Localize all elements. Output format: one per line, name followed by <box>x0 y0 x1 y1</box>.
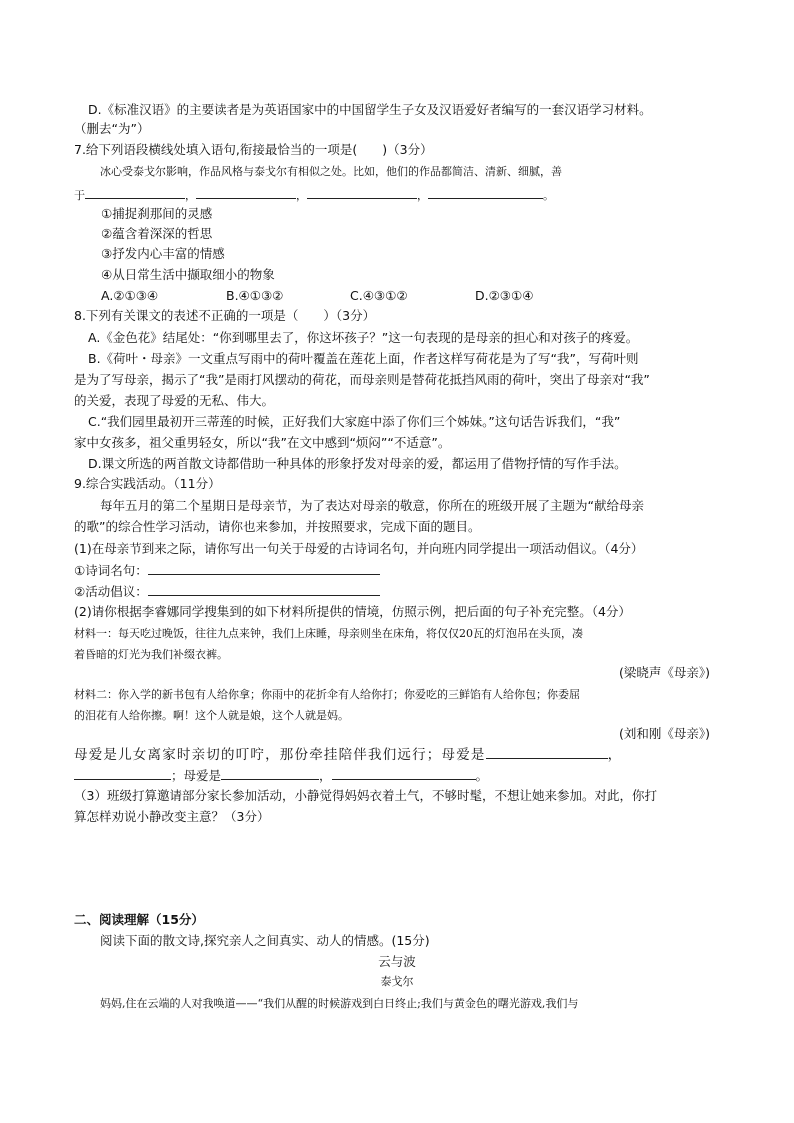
q7-item-1: ①捕捉刹那间的灵感 <box>101 206 213 221</box>
q9-part3-line2: 算怎样劝说小静改变主意？（3分） <box>74 809 270 824</box>
example-sentence-line2: ；母爱是 ， 。 <box>74 766 488 784</box>
q9-proposal-field: ②活动倡议： <box>74 582 380 600</box>
answer-blank[interactable] <box>221 766 319 780</box>
q9-part2: (2)请你根据李睿娜同学搜集到的如下材料所提供的情境，仿照示例，把后面的句子补充完整。（4分） <box>74 604 631 619</box>
material-1-source: (梁晓声《母亲》) <box>618 665 710 680</box>
material-1-line2: 着昏暗的灯光为我们补缀衣裤。 <box>74 648 228 661</box>
q6-option-d-note: （删去“为”） <box>74 121 150 136</box>
q8-option-a[interactable]: A.《金色花》结尾处：“你到哪里去了，你这坏孩子？”这一句表现的是母亲的担心和对孩子的疼爱。 <box>88 330 639 345</box>
q7-stem: 7.给下列语段横线处填入语句,衔接最恰当的一项是( )（3分） <box>74 142 433 157</box>
q8-option-d[interactable]: D.课文所选的两首散文诗都借助一种具体的形象抒发对母亲的爱，都运用了借物抒情的写作手法。 <box>88 456 627 471</box>
material-2-line2: 的泪花有人给你擦。啊！这个人就是娘，这个人就是妈。 <box>74 709 349 722</box>
answer-blank[interactable] <box>74 766 171 780</box>
material-1-line1: 材料一：每天吃过晚饭，往往九点来钟，我们上床睡，母亲则坐在床角，将仅仅20瓦的灯泡吊在头顶，凑 <box>74 627 583 640</box>
material-2-source: (刘和刚《母亲》) <box>618 726 710 741</box>
q7-option-d[interactable]: D.②③①④ <box>475 288 534 303</box>
q6-option-d: D.《标准汉语》的主要读者是为英语国家中的中国留学生子女及汉语爱好者编写的一套汉语学习材料。 <box>88 102 652 117</box>
q9-stem: 9.综合实践活动。（11分） <box>74 476 221 491</box>
section-2-intro: 阅读下面的散文诗,探究亲人之间真实、动人的情感。(15分) <box>100 933 430 948</box>
q7-passage-line1: 冰心受泰戈尔影响，作品风格与泰戈尔有相似之处。比如，他们的作品都简洁、清新、细腻，善 <box>100 165 562 178</box>
q9-intro-line2: 的歌”的综合性学习活动，请你也来参加，并按照要求，完成下面的题目。 <box>74 519 481 534</box>
q9-intro-line1: 每年五月的第二个星期日是母亲节，为了表达对母亲的敬意，你所在的班级开展了主题为“献给母亲 <box>100 498 644 513</box>
answer-blank[interactable] <box>85 185 185 199</box>
answer-blank[interactable] <box>428 185 543 199</box>
q8-stem: 8.下列有关课文的表述不正确的一项是（ ）（3分） <box>74 308 376 323</box>
q9-poem-field: ①诗词名句： <box>74 561 380 579</box>
material-2-line1: 材料二：你入学的新书包有人给你拿；你雨中的花折伞有人给你打；你爱吃的三鲜馅有人给你包；你委屈 <box>74 688 580 701</box>
poem-author: 泰戈尔 <box>380 975 414 988</box>
q8-option-b-line3: 的关爱，表现了母爱的无私、伟大。 <box>74 393 275 408</box>
q7-option-a[interactable]: A.②①③④ <box>101 288 159 303</box>
q8-option-c-line1[interactable]: C.“我们园里最初开三蒂莲的时候，正好我们大家庭中添了你们三个姊妹。”这句话告诉我们，“我” <box>88 414 621 429</box>
q7-passage-line2: 于 ， ， ， 。 <box>74 185 554 204</box>
answer-blank[interactable] <box>486 745 608 759</box>
poem-first-line: 妈妈,住在云端的人对我唤道——“我们从醒的时候游戏到白日终止;我们与黄金色的曙光游戏,我们与 <box>100 997 579 1010</box>
q8-option-b-line2: 是为了写母亲，揭示了“我”是雨打风摆动的荷花，而母亲则是替荷花抵挡风雨的荷叶，突出了母亲对“我” <box>74 372 650 387</box>
q7-item-3: ③抒发内心丰富的情感 <box>101 246 225 261</box>
section-2-heading: 二、阅读理解（15分） <box>74 912 204 927</box>
poem-input-blank[interactable] <box>148 561 380 575</box>
answer-blank[interactable] <box>196 185 296 199</box>
q8-option-c-line2: 家中女孩多，祖父重男轻女，所以“我”在文中感到“烦闷”“不适意”。 <box>74 435 451 450</box>
q7-item-2: ②蕴含着深深的哲思 <box>101 226 213 241</box>
answer-blank[interactable] <box>307 185 417 199</box>
poem-title: 云与波 <box>378 954 416 969</box>
q8-option-b-line1[interactable]: B.《荷叶・母亲》一文重点写雨中的荷叶覆盖在莲花上面，作者这样写荷花是为了写“我”，写荷叶则 <box>88 351 639 366</box>
answer-blank[interactable] <box>332 766 476 780</box>
q7-option-c[interactable]: C.④③①② <box>350 288 408 303</box>
q9-part1: (1)在母亲节到来之际，请你写出一句关于母爱的古诗词名句，并向班内同学提出一项活动倡议。（4分） <box>74 541 644 556</box>
q7-option-b[interactable]: B.④①③② <box>226 288 284 303</box>
q7-item-4: ④从日常生活中撷取细小的物象 <box>101 267 275 282</box>
example-sentence-line1: 母爱是儿女离家时亲切的叮咛，那份牵挂陪伴我们远行；母爱是 ， <box>74 747 623 763</box>
proposal-input-blank[interactable] <box>148 582 380 596</box>
q9-part3-line1: （3）班级打算邀请部分家长参加活动，小静觉得妈妈衣着土气，不够时髦，不想让她来参加。对此，你打 <box>74 788 657 803</box>
